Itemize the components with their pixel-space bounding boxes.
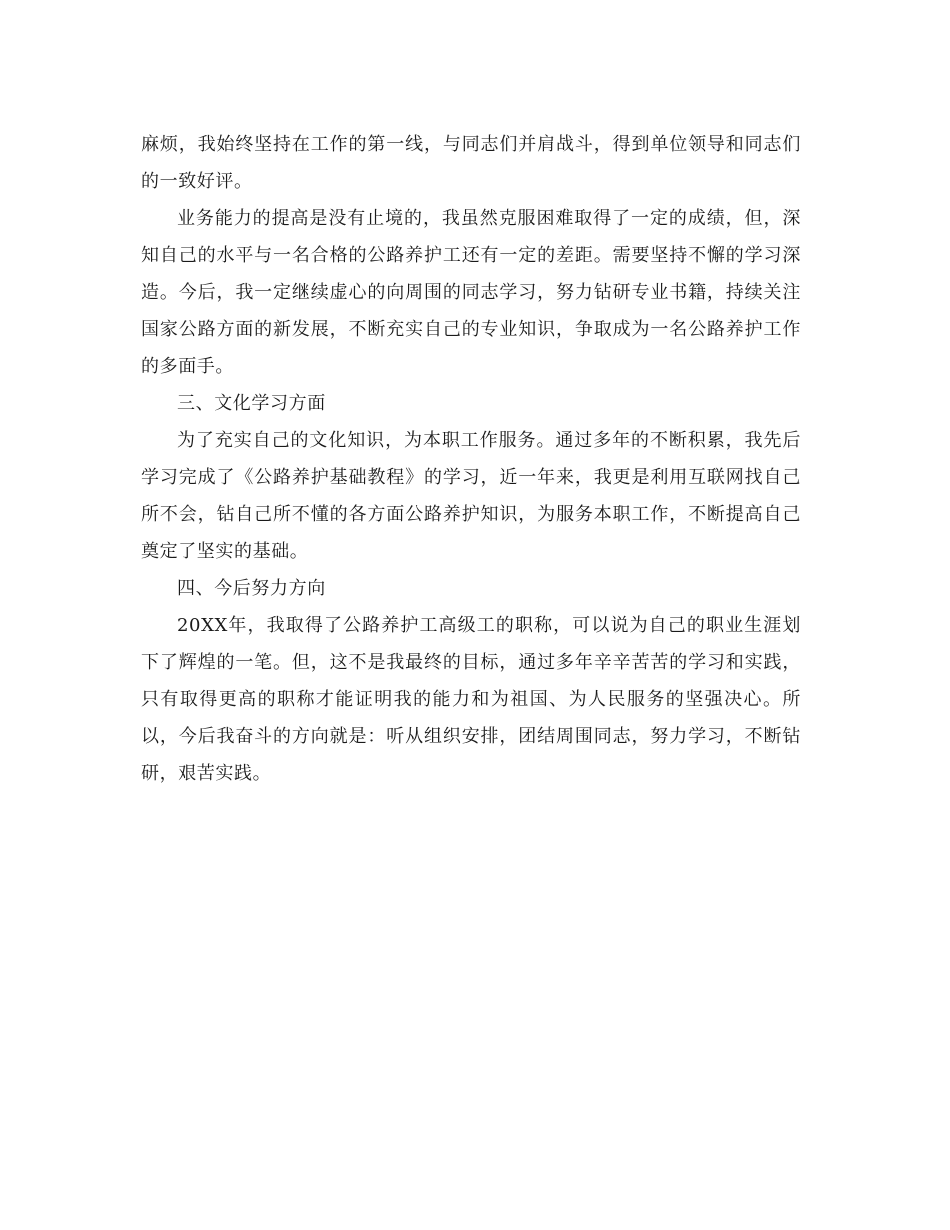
document-body xyxy=(141,126,801,792)
paragraph-cultural-study: 为了充实自己的文化知识，为本职工作服务。通过多年的不断积累，我先后学习完成了《公路养护基础教程》的学习，近一年来，我更是利用互联网找自己所不会，钻自己所不懂的各方面公路养护知识，为服务本职工作，不断提高自己奠定了坚实的基础。 xyxy=(141,430,801,562)
paragraph-business-ability: 业务能力的提高是没有止境的，我虽然克服困难取得了一定的成绩，但，深知自己的水平与一名合格的公路养护工还有一定的差距。需要坚持不懈的学习深造。今后，我一定继续虚心的向周围的同志学习，努力钻研专业书籍，持续关注国家公路方面的新发展，不断充实自己的专业知识，争取成为一名公路养护工作的多面手。 xyxy=(141,208,801,377)
section-heading-future-direction: 四、今后努力方向 xyxy=(177,578,326,599)
paragraph-future-direction: 20XX年，我取得了公路养护工高级工的职称，可以说为自己的职业生涯划下了辉煌的一笔。但，这不是我最终的目标，通过多年辛辛苦苦的学习和实践，只有取得更高的职称才能证明我的能力和为祖国、为人民服务的坚强决心。所以，今后我奋斗的方向就是：听从组织安排，团结周围同志，努力学习，不断钻研，艰苦实践。 xyxy=(141,615,801,784)
paragraph-continuation: 麻烦，我始终坚持在工作的第一线，与同志们并肩战斗，得到单位领导和同志们的一致好评。 xyxy=(141,134,801,192)
section-heading-cultural-study: 三、文化学习方面 xyxy=(177,393,326,414)
